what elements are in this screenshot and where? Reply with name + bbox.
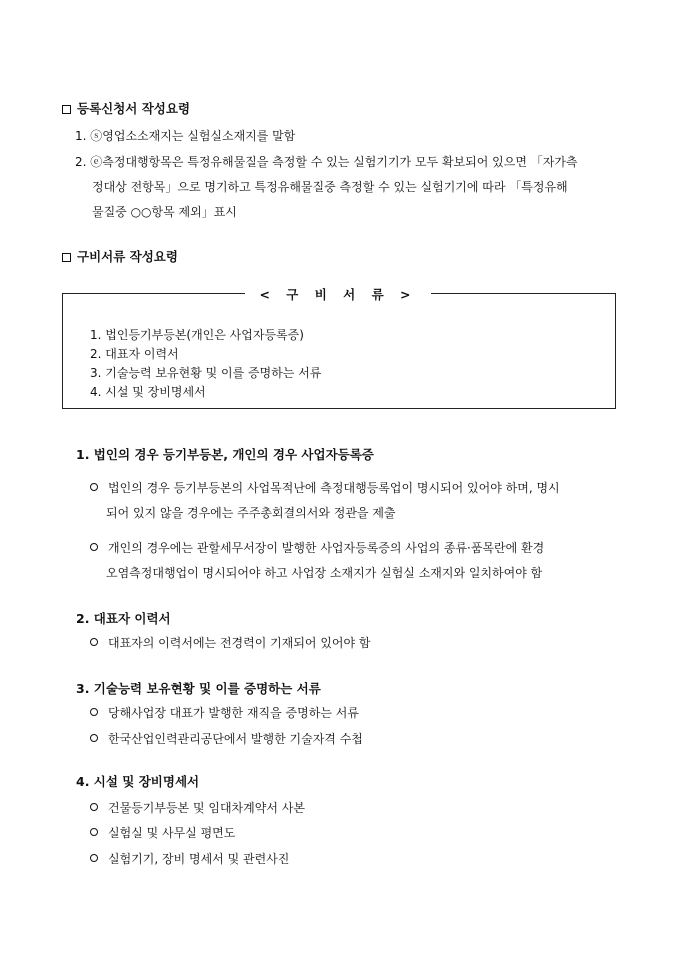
document-list-item: 2. 대표자 이력서	[90, 347, 179, 361]
docs-heading	[62, 247, 178, 265]
document-list-item: 4. 시설 및 장비명세서	[90, 385, 206, 399]
bullet-text: 당해사업장 대표가 발행한 재직을 증명하는 서류	[108, 706, 359, 720]
registration-item-1: 1. ⓢ영업소소재지는 실험실소재지를 말함	[75, 129, 296, 143]
section-1-bullet-2	[90, 539, 544, 556]
bullet-text: 실험실 및 사무실 평면도	[108, 826, 236, 840]
circle-bullet-icon	[90, 803, 98, 811]
checkbox-square-icon	[62, 253, 71, 262]
circle-bullet-icon	[90, 543, 98, 551]
circle-bullet-icon	[90, 708, 98, 716]
section-4-bullet-2	[90, 824, 235, 841]
bullet-text: 대표자의 이력서에는 전경력이 기재되어 있어야 함	[108, 636, 371, 650]
section-2-bullet-1	[90, 634, 371, 651]
registration-item-2-line-2: 정대상 전항목」으로 명기하고 특정유해물질중 측정할 수 있는 실험기기에 따라 「특정유해	[92, 180, 568, 194]
bullet-text: 개인의 경우에는 관할세무서장이 발행한 사업자등록증의 사업의 종류·품목란에 환경	[108, 541, 545, 555]
section-1-bullet-2-cont: 오염측정대행업이 명시되어야 하고 사업장 소재지가 실험실 소재지와 일치하여야 함	[106, 566, 543, 580]
docs-heading-text: 구비서류 작성요령	[77, 249, 178, 264]
checkbox-square-icon	[62, 105, 71, 114]
section-4-bullet-3	[90, 850, 289, 867]
circle-bullet-icon	[90, 854, 98, 862]
section-1-title: 1. 법인의 경우 등기부등본, 개인의 경우 사업자등록증	[76, 447, 374, 462]
bullet-text: 실험기기, 장비 명세서 및 관련사진	[108, 852, 290, 866]
section-3-bullet-2	[90, 730, 363, 747]
circle-bullet-icon	[90, 734, 98, 742]
document-list-title: < 구 비 서 류 >	[245, 285, 431, 303]
document-list-item: 1. 법인등기부등본(개인은 사업자등록증)	[90, 328, 304, 342]
bullet-text: 한국산업인력관리공단에서 발행한 기술자격 수첩	[108, 732, 363, 746]
circle-bullet-icon	[90, 483, 98, 491]
registration-heading	[62, 99, 190, 117]
section-1-bullet-1	[90, 479, 560, 496]
registration-item-2-line-3: 물질중 ○○항목 제외」표시	[92, 205, 237, 219]
section-3-bullet-1	[90, 704, 359, 721]
section-1-bullet-1-cont: 되어 있지 않을 경우에는 주주총회결의서와 정관을 제출	[106, 506, 396, 520]
bullet-text: 건물등기부등본 및 임대차계약서 사본	[108, 801, 305, 815]
section-3-title: 3. 기술능력 보유현황 및 이를 증명하는 서류	[76, 681, 321, 696]
registration-heading-text: 등록신청서 작성요령	[77, 101, 191, 116]
circle-bullet-icon	[90, 638, 98, 646]
circle-bullet-icon	[90, 828, 98, 836]
section-4-bullet-1	[90, 799, 305, 816]
document-list-item: 3. 기술능력 보유현황 및 이를 증명하는 서류	[90, 366, 322, 380]
section-4-title: 4. 시설 및 장비명세서	[76, 774, 200, 789]
bullet-text: 법인의 경우 등기부등본의 사업목적난에 측정대행등록업이 명시되어 있어야 하며, 명시	[108, 481, 560, 495]
section-2-title: 2. 대표자 이력서	[76, 611, 171, 626]
registration-item-2-line-1: 2. ⓔ측정대행항목은 특정유해물질을 측정할 수 있는 실험기기가 모두 확보되어 있으면 「자가측	[75, 155, 578, 169]
